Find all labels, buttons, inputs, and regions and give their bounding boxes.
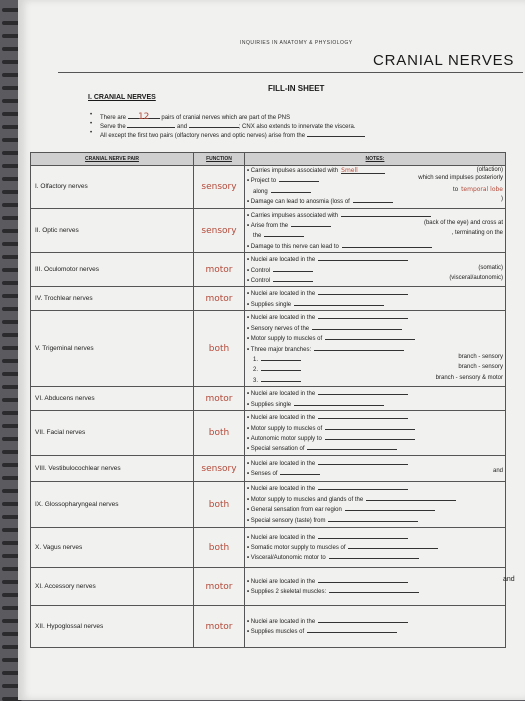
nerve-notes — [245, 166, 506, 209]
note-line: • Supplies muscles of — [247, 626, 503, 636]
page-title: CRANIAL NERVES — [373, 52, 515, 69]
table-row — [31, 311, 506, 387]
intro-line-1: There are 12 pairs of cranial nerves which are part of the PNS — [100, 112, 291, 122]
nerve-function-answer: motor — [205, 581, 233, 592]
table-row — [31, 411, 506, 456]
note-line: • Nuclei are located in the — [247, 532, 503, 542]
table-row — [31, 208, 506, 253]
nerve-notes — [245, 311, 506, 387]
cranial-nerve-table — [30, 152, 506, 648]
nerve-function-answer: sensory — [201, 182, 237, 193]
note-line: • Special sensory (taste) from — [247, 515, 503, 525]
nerve-function-answer: both — [208, 428, 230, 439]
nerve-notes — [245, 411, 506, 456]
header-notes: NOTES: — [245, 153, 506, 166]
handwritten-answer: temporal lobe — [461, 185, 503, 193]
nerve-name: IV. Trochlear nerves — [31, 287, 194, 311]
header-rule — [58, 72, 523, 73]
note-line: • Nuclei are located in the — [247, 458, 503, 468]
nerve-notes — [245, 455, 506, 481]
note-line: • Visceral/Autonomic motor to — [247, 552, 503, 562]
note-line: • Nuclei are located in the — [247, 388, 503, 398]
note-line: • Autonomic motor supply to — [247, 433, 503, 443]
nerve-function-answer: both — [208, 542, 230, 553]
note-line: • General sensation from ear region — [247, 504, 503, 514]
intro-line-2: Serve the and ; CNX also extends to innervate the viscera. — [100, 121, 355, 130]
nerve-notes — [245, 208, 506, 253]
nerve-name: III. Oculomotor nerves — [31, 253, 194, 287]
note-line: • Supplies single — [247, 299, 503, 309]
table-header-row — [31, 153, 506, 166]
nerve-notes — [245, 527, 506, 567]
table-row — [31, 605, 506, 647]
note-line: the , terminating on the — [253, 230, 503, 240]
note-line: • Nuclei are located in the — [247, 312, 503, 322]
note-line: • Nuclei are located in the — [247, 483, 503, 493]
nerve-name: X. Vagus nerves — [31, 527, 194, 567]
nerve-name: V. Trigeminal nerves — [31, 311, 194, 387]
nerve-function-answer: motor — [205, 265, 233, 276]
note-line: • Control (somatic) — [247, 265, 503, 275]
note-line: • Arise from the (back of the eye) and cross at — [247, 220, 503, 230]
note-line: • Senses of and — [247, 468, 503, 478]
note-line: • Nuclei are located in the — [247, 616, 503, 626]
note-line: • Nuclei are located in the — [247, 288, 503, 298]
note-line: • Motor supply to muscles of — [247, 423, 503, 433]
note-line: along to temporal lobe — [253, 185, 503, 195]
nerve-notes — [245, 387, 506, 411]
note-line: • Sensory nerves of the — [247, 323, 503, 333]
nerve-notes — [245, 605, 506, 647]
nerve-name: XI. Accessory nerves — [31, 567, 194, 605]
nerve-name: I. Olfactory nerves — [31, 166, 194, 209]
trailing-and-text: and — [503, 576, 515, 583]
nerve-notes — [245, 567, 506, 605]
nerve-function-answer: both — [208, 344, 230, 355]
note-line: • Carries impulses associated with Smell (olfaction) — [247, 167, 503, 175]
note-line: • Supplies 2 skeletal muscles: — [247, 586, 503, 596]
intro-line-3: All except the first two pairs (olfactory nerves and optic nerves) arise from the — [100, 130, 365, 139]
note-line: • Special sensation of — [247, 443, 503, 453]
note-line: • Supplies single — [247, 399, 503, 409]
note-line: 2. branch - sensory — [253, 364, 503, 374]
note-line: 1. branch - sensory — [253, 353, 503, 363]
publisher-header: INQUIRIES IN ANATOMY & PHYSIOLOGY — [240, 40, 353, 46]
note-line: 3. branch - sensory & motor — [253, 374, 503, 384]
note-line: • Carries impulses associated with — [247, 210, 503, 220]
note-line: • Nuclei are located in the — [247, 576, 503, 586]
answer-count: 12 — [128, 112, 160, 119]
table-row — [31, 287, 506, 311]
nerve-function-answer: motor — [205, 294, 233, 305]
header-function: FUNCTION — [194, 153, 245, 166]
note-line: • Motor supply to muscles and glands of the — [247, 494, 503, 504]
note-line: • Project to which send impulses posteriorly — [247, 175, 503, 185]
note-line: • Nuclei are located in the — [247, 412, 503, 422]
handwritten-answer: Smell — [341, 167, 385, 174]
note-line: • Nuclei are located in the — [247, 254, 503, 264]
table-row — [31, 567, 506, 605]
nerve-notes — [245, 481, 506, 527]
nerve-name: XII. Hypoglossal nerves — [31, 605, 194, 647]
note-line: • Motor supply to muscles of — [247, 333, 503, 343]
table-row — [31, 387, 506, 411]
nerve-name: VI. Abducens nerves — [31, 387, 194, 411]
note-line: • Damage can lead to anosmia (loss of ) — [247, 196, 503, 206]
table-row — [31, 481, 506, 527]
note-line: • Three major branches: — [247, 344, 503, 354]
nerve-function-answer: sensory — [201, 463, 237, 474]
note-line: • Somatic motor supply to muscles of — [247, 542, 503, 552]
header-nerve-pair: CRANIAL NERVE PAIR — [31, 153, 194, 166]
nerve-notes — [245, 287, 506, 311]
nerve-function-answer: sensory — [201, 225, 237, 236]
nerve-notes — [245, 253, 506, 287]
table-row — [31, 253, 506, 287]
section-title: I. CRANIAL NERVES — [88, 94, 156, 101]
table-row — [31, 527, 506, 567]
note-line: • Damage to this nerve can lead to — [247, 241, 503, 251]
table-row — [31, 455, 506, 481]
nerve-function-answer: both — [208, 499, 230, 510]
worksheet-page: INQUIRIES IN ANATOMY & PHYSIOLOGY CRANIAL NERVES FILL-IN SHEET I. CRANIAL NERVES • There are 12 pairs of cranial nerves which are part of the PNS • Serve the and ; CNX also extends to innervate the viscera. • All except the first two pairs (olfactory nerves and optic nerves) arise from the — [18, 0, 525, 700]
nerve-function-answer: motor — [205, 621, 233, 632]
table-row — [31, 166, 506, 209]
note-line: • Control (visceral/autonomic) — [247, 275, 503, 285]
nerve-function-answer: motor — [205, 394, 233, 405]
nerve-name: II. Optic nerves — [31, 208, 194, 253]
nerve-name: VII. Facial nerves — [31, 411, 194, 456]
nerve-name: VIII. Vestibulocochlear nerves — [31, 455, 194, 481]
sheet-subtitle: FILL-IN SHEET — [268, 84, 325, 93]
nerve-name: IX. Glossopharyngeal nerves — [31, 481, 194, 527]
